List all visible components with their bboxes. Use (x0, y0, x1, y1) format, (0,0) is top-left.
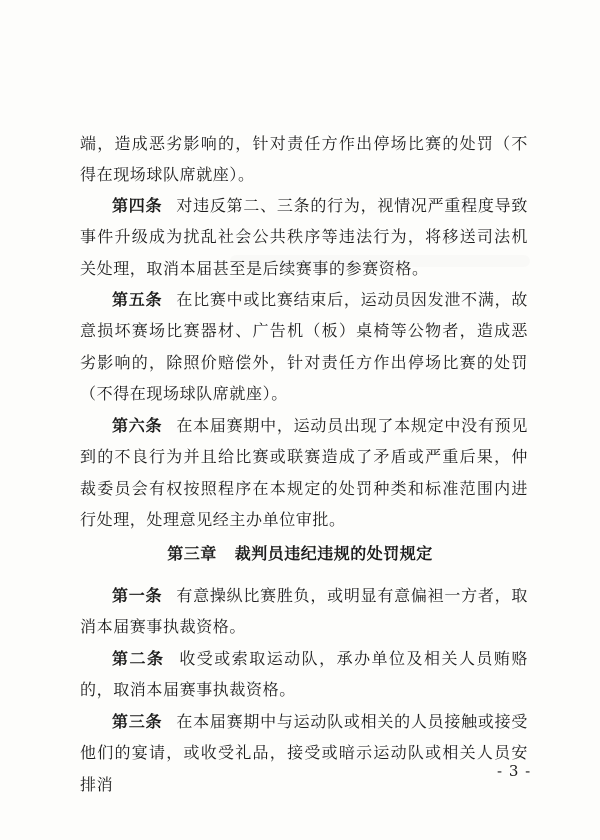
article-label: 第四条 (112, 196, 163, 215)
article-label: 第一条 (112, 586, 163, 605)
paragraph-continuation (80, 128, 528, 191)
paragraph-text: 有意操纵比赛胜负，或明显有意偏袒一方者，取消本届赛事执裁资格。 (80, 586, 528, 637)
paragraph-text: 在比赛中或比赛结束后，运动员因发泄不满，故意损坏赛场比赛器材、广告机（板）桌椅等公物者，造成恶劣影响的，除照价赔偿外，针对责任方作出停场比赛的处罚（不得在现场球队席就座）。 (80, 290, 528, 404)
article-4-paragraph (80, 190, 528, 284)
chapter-heading (0, 541, 600, 564)
paragraph-text: 端，造成恶劣影响的，针对责任方作出停场比赛的处罚（不得在现场球队席就座）。 (80, 134, 528, 185)
article-label: 第三条 (112, 712, 163, 731)
chapter-number: 第三章 (167, 544, 217, 563)
chapter3-article-2-paragraph (80, 643, 528, 706)
article-5-paragraph (80, 284, 528, 410)
article-label: 第二条 (112, 649, 165, 668)
article-6-paragraph (80, 410, 528, 536)
chapter3-article-1-paragraph (80, 580, 528, 643)
paragraph-text: 对违反第二、三条的行为，视情况严重程度导致事件升级成为扰乱社会公共秩序等违法行为，将移送司法机关处理，取消本届甚至是后续赛事的参赛资格。 (80, 196, 528, 278)
article-label: 第五条 (112, 290, 163, 309)
paragraph-text: 在本届赛期中，运动员出现了本规定中没有预见到的不良行为并且给比赛或联赛造成了矛盾或严重后果，仲裁委员会有权按照程序在本规定的处罚种类和标准范围内进行处理，处理意见经主办单位审批。 (80, 416, 528, 530)
paragraph-text: 在本届赛期中与运动队或相关的人员接触或接受他们的宴请，或收受礼品，接受或暗示运动队或相关人员安排消 (80, 712, 528, 794)
article-label: 第六条 (112, 416, 163, 435)
chapter-title: 裁判员违纪违规的处罚规定 (234, 544, 433, 563)
paragraph-text: 收受或索取运动队，承办单位及相关人员贿赂的，取消本届赛事执裁资格。 (80, 649, 528, 700)
chapter3-article-3-paragraph (80, 706, 528, 800)
page-number: - 3 - (497, 762, 532, 780)
